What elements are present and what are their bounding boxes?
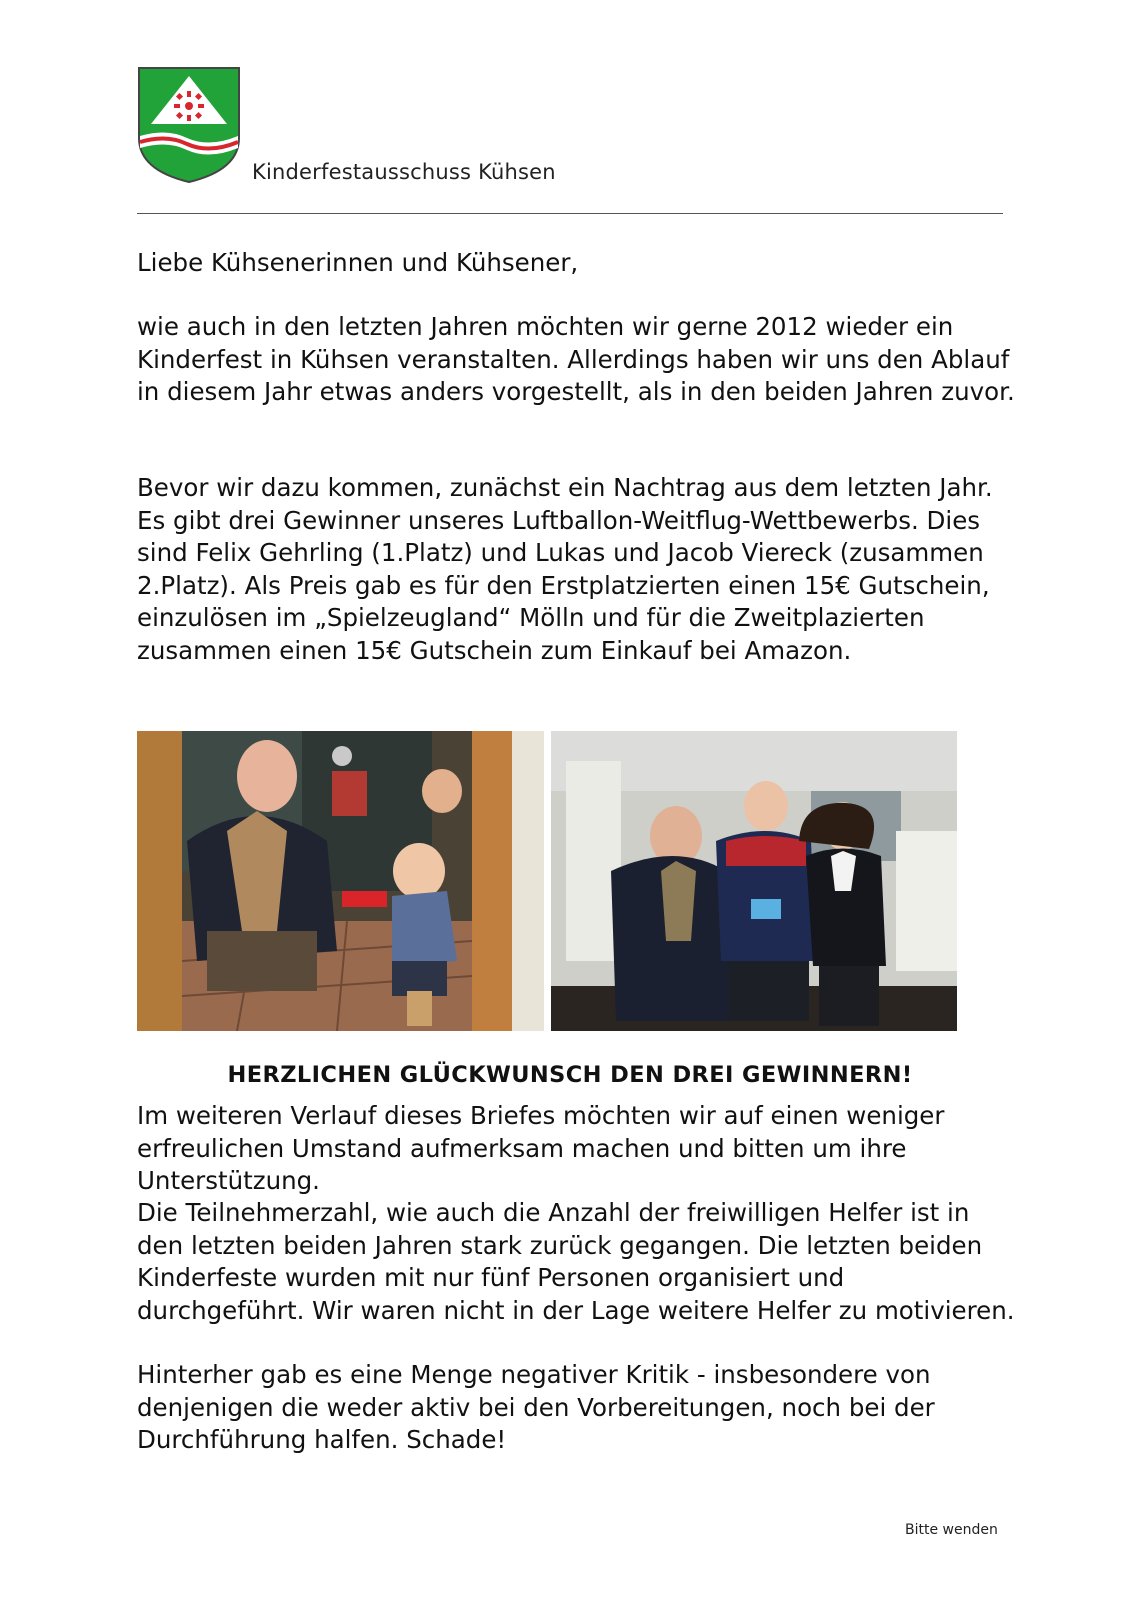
organization-name: Kinderfestausschuss Kühsen [252, 160, 556, 184]
mill-wheel-icon [174, 91, 204, 121]
paragraph-intro: wie auch in den letzten Jahren möchten wir gerne 2012 wieder ein Kinderfest in Kühsen veranstalten. Allerdings haben wir uns den Ablauf in diesem Jahr etwas anders vorgestellt, als in den beiden Jahren zuvor. [137, 312, 1015, 406]
congratulations-headline: HERZLICHEN GLÜCKWUNSCH DEN DREI GEWINNERN! [227, 1062, 913, 1088]
photo-prize-handover-child [137, 731, 544, 1031]
paragraph-declining-helpers: Die Teilnehmerzahl, wie auch die Anzahl der freiwilligen Helfer ist in den letzten beiden Jahren stark zurück gegangen. Die letzten beiden Kinderfeste wurden mit nur fünf Personen organisiert und durchgeführt. Wir waren nicht in der Lage weitere Helfer zu motivieren. [137, 1198, 1015, 1325]
please-turn-over-note: Bitte wenden [905, 1522, 998, 1538]
paragraph-request-support: Im weiteren Verlauf dieses Briefes möchten wir auf einen weniger erfreulichen Umstand aufmerksam machen und bitten um ihre Unterstützung. [137, 1101, 945, 1195]
paragraph-criticism: Hinterher gab es eine Menge negativer Kritik - insbesondere von denjenigen die weder aktiv bei den Vorbereitungen, noch bei der Durchführung halfen. Schade! [137, 1360, 935, 1454]
photo-winners-with-voucher [551, 731, 957, 1031]
municipal-crest-logo [137, 66, 241, 184]
salutation: Liebe Kühsenerinnen und Kühsener, [137, 248, 579, 277]
paragraph-winners: Bevor wir dazu kommen, zunächst ein Nachtrag aus dem letzten Jahr. Es gibt drei Gewinner unseres Luftballon-Weitflug-Wettbewerbs. Dies sind Felix Gehrling (1.Platz) und Lukas und Jacob Viereck (zusammen 2.Platz). Als Preis gab es für den Erstplatzierten einen 15€ Gutschein, einzulösen im „Spielzeugland“ Mölln und für die Zweitplazierten zusammen einen 15€ Gutschein zum Einkauf bei Amazon. [137, 473, 993, 665]
header-divider [137, 213, 1003, 214]
